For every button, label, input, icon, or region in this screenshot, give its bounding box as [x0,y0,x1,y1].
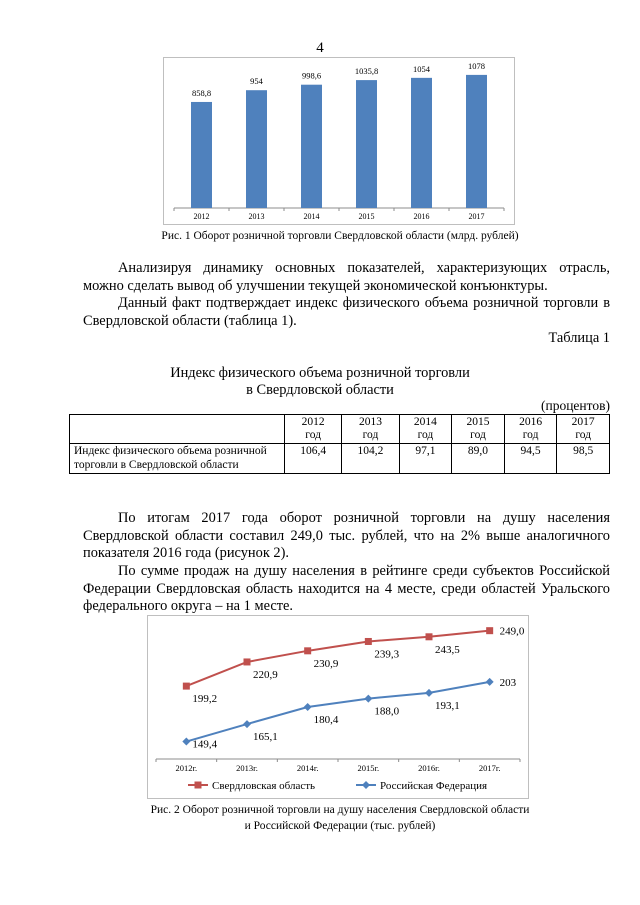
table-header-year: 2015 год [452,415,505,444]
table-cell: 106,4 [285,444,342,474]
bar-value-label: 954 [250,76,263,87]
data-point [182,738,190,746]
bar-value-label: 1054 [413,63,430,74]
data-point [365,638,372,645]
data-label: 199,2 [192,693,218,706]
data-point [244,658,251,665]
data-point [486,627,493,634]
legend-label: Свердловская область [212,780,316,792]
x-tick-label: 2014 [303,212,320,221]
table-header-year: 2012 год [285,415,342,444]
data-label: 203 [499,676,517,689]
bar [411,78,432,208]
table-cell: 94,5 [504,444,557,474]
legend-label: Российская Федерация [380,780,488,792]
figure2-caption-line2: и Российской Федерации (тыс. рублей) [244,820,436,832]
x-tick-label: 2017 [468,212,485,221]
data-point [486,678,494,686]
x-tick-label: 2014г. [296,763,319,773]
x-tick-label: 2016 [413,212,430,221]
paragraph-3: По итогам 2017 года оборот розничной торговли на душу населения Свердловской области составил 249,0 тыс. рублей, что на 2% выше аналогичного показателя 2016 года (рисунок 2). [83,510,610,561]
table-label: Таблица 1 [548,330,610,346]
x-tick-label: 2017г. [478,763,501,773]
data-label: 220,9 [253,668,278,681]
x-tick-label: 2012г. [175,763,198,773]
paragraph-2: Данный факт подтверждает индекс физического объема розничной торговли в Свердловской области (таблица 1). [83,295,610,329]
bar [246,90,267,208]
table-header-year: 2014 год [399,415,452,444]
data-label: 243,5 [435,643,460,656]
x-tick-label: 2013 [248,212,265,221]
x-tick-label: 2012 [193,212,210,221]
bar [466,75,487,208]
table-header-year: 2013 год [342,415,399,444]
x-tick-label: 2015г. [357,763,380,773]
table-header-row [70,415,610,444]
bar-value-label: 1078 [468,60,485,71]
paragraph-1: Анализируя динамику основных показателей, характеризующих отрасль, можно сделать вывод об улучшении текущей экономической конъюнктуры. [83,260,610,294]
data-label: 180,4 [313,714,339,727]
x-tick-label: 2015 [358,212,375,221]
bar-value-label: 998,6 [301,70,322,81]
data-label: 249,0 [499,625,525,638]
data-label: 239,3 [374,648,400,661]
table-row [70,444,610,474]
data-label: 165,1 [253,731,278,744]
page-number: 4 [316,40,324,56]
figure2-caption-line1: Рис. 2 Оборот розничной торговли на душу населения Свердловской области [150,804,530,816]
table-cell: 89,0 [452,444,505,474]
line-chart-frame [147,615,529,799]
legend-marker [195,782,202,789]
data-label: 193,1 [435,699,460,712]
table-cell: 97,1 [399,444,452,474]
table-header-year: 2017 год [557,415,610,444]
bar [356,80,377,208]
table-title-line1: Индекс физического объема розничной торговли [170,365,470,381]
data-point [183,683,190,690]
legend-marker [362,781,370,789]
data-point [364,695,372,703]
figure1-caption: Рис. 1 Оборот розничной торговли Свердловской области (млрд. рублей) [161,230,519,242]
data-point [304,647,311,654]
data-point [426,633,433,640]
bar [301,85,322,208]
data-label: 149,4 [192,738,218,751]
table-title-line2: в Свердловской области [246,382,394,398]
table-header-empty [70,415,285,444]
data-point [243,720,251,728]
x-tick-label: 2013г. [236,763,258,773]
line-chart [148,616,528,798]
bar-chart-frame [163,57,515,225]
paragraph-4: По сумме продаж на душу населения в рейтинге среди субъектов Российской Федерации Свердловская область находится на 4 месте, среди областей Уральского федерального округа – на 1 месте. [83,563,610,614]
bar-value-label: 858,8 [191,87,212,98]
data-label: 230,9 [313,657,339,670]
bar [191,102,212,208]
table-units: (процентов) [540,398,610,413]
table-row-label: Индекс физического объема розничной торговли в Свердловской области [70,444,285,474]
x-tick-label: 2016г. [418,763,440,773]
table-cell: 98,5 [557,444,610,474]
data-label: 188,0 [374,705,400,718]
bar-chart [164,58,514,224]
index-table [69,414,610,474]
table-cell: 104,2 [342,444,399,474]
table-header-year: 2016 год [504,415,557,444]
data-point [425,689,433,697]
data-point [304,703,312,711]
bar-value-label: 1035,8 [354,66,379,77]
